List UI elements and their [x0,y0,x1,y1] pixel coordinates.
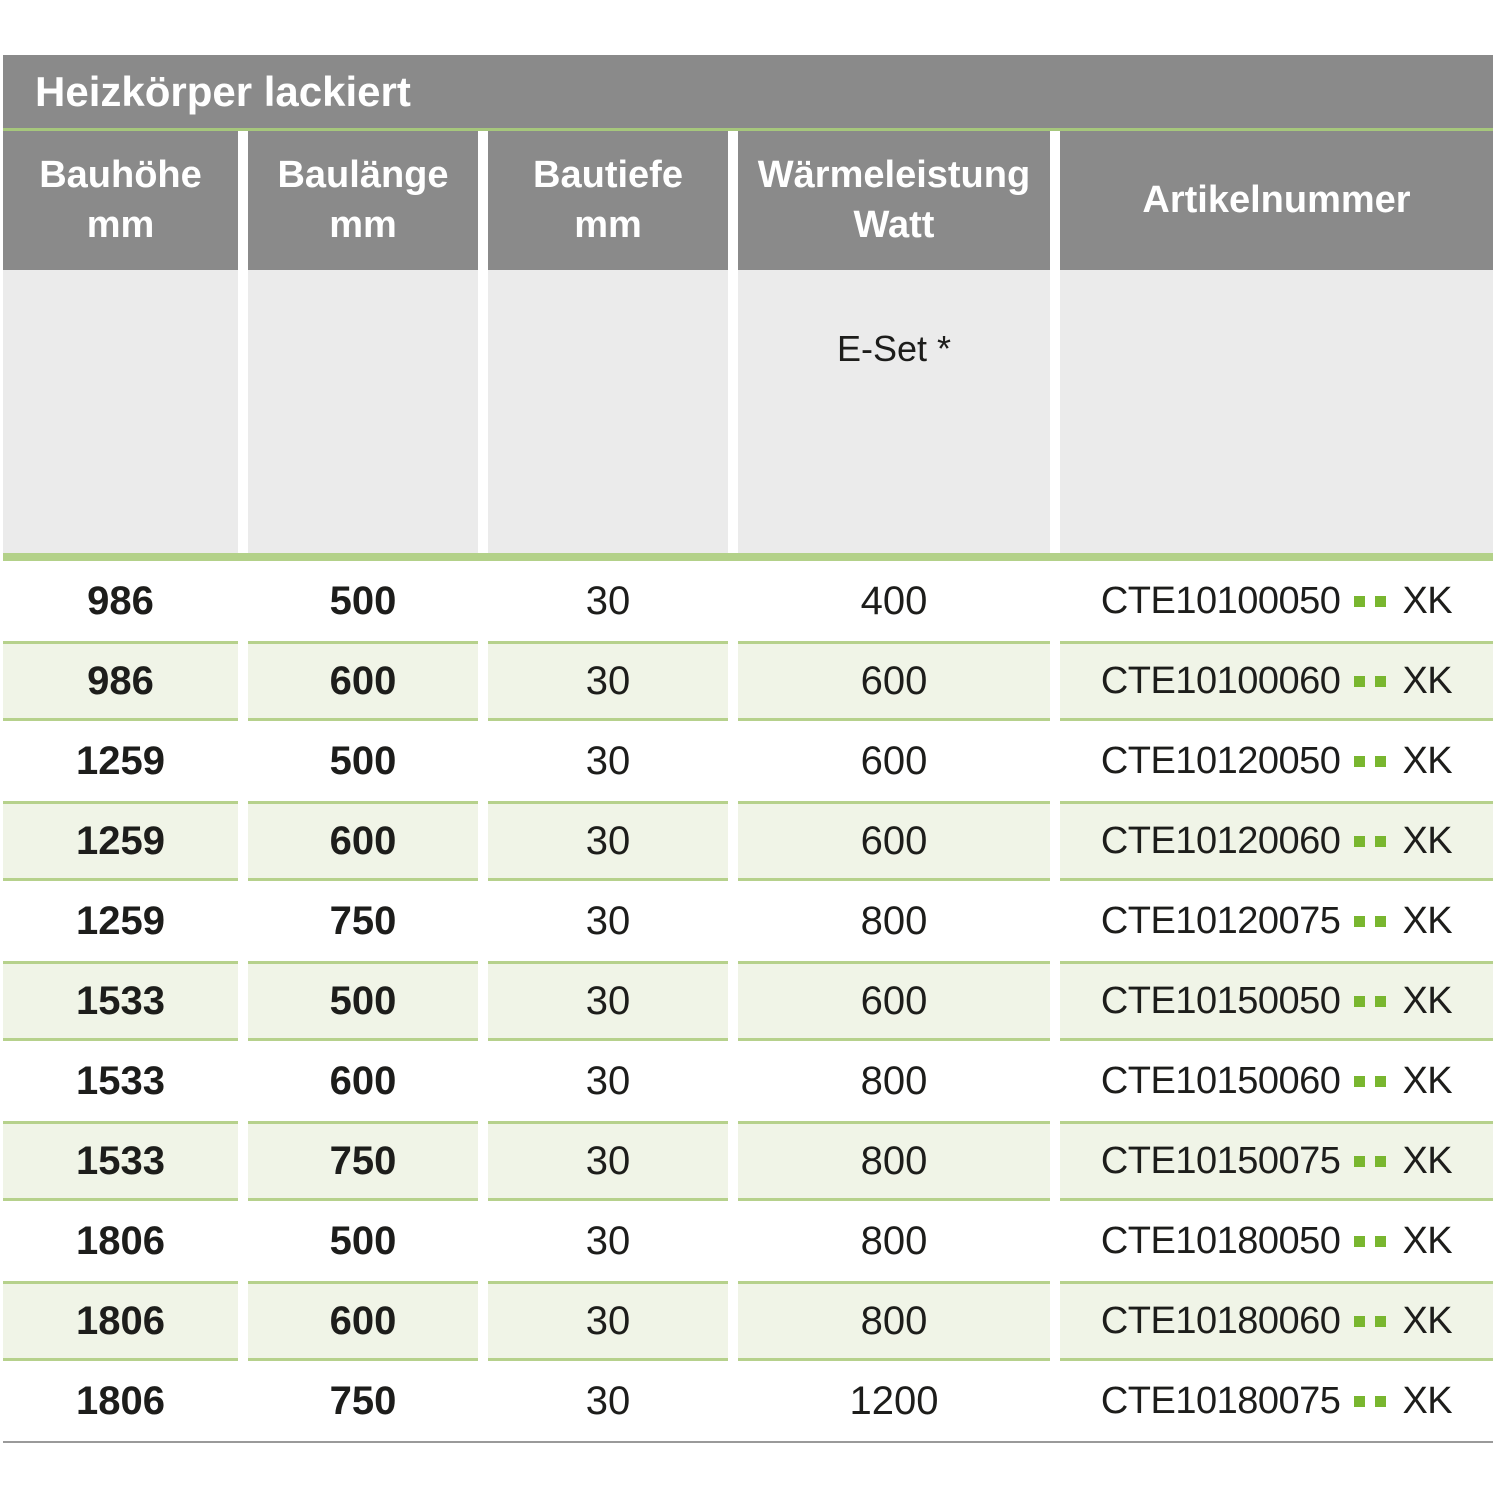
artikelnummer-cell [1060,881,1493,961]
bauhoehe-value: 1533 [76,978,165,1023]
bautiefe-cell [488,961,728,1041]
artikelnummer-cell [1060,721,1493,801]
color-code-placeholder-dots [1354,836,1386,847]
watt-value: 800 [860,1218,928,1263]
table-row [3,881,1493,961]
table-row [3,641,1493,721]
table-title: Heizkörper lackiert [35,67,411,115]
baulaenge-cell [248,961,478,1041]
bautiefe-cell [488,1201,728,1281]
bauhoehe-cell [3,801,238,881]
table-bottom-line [3,1441,1493,1443]
bautiefe-cell [488,1121,728,1201]
table-body [3,561,1493,1441]
bauhoehe-cell [3,1041,238,1121]
table-row [3,1201,1493,1281]
bauhoehe-value: 1806 [76,1378,165,1423]
bauhoehe-value: 986 [87,658,154,703]
table-row [3,1041,1493,1121]
green-dot-icon [1375,1236,1386,1247]
color-code-placeholder-dots [1354,996,1386,1007]
color-code-placeholder-dots [1354,676,1386,687]
subheader-divider-bar [3,553,1493,561]
table-title-bar [3,55,1493,128]
subheader-artikelnummer [1060,270,1493,553]
green-dot-icon [1354,1076,1365,1087]
bautiefe-value: 30 [585,978,631,1023]
baulaenge-cell [248,801,478,881]
artikelnummer-cell [1060,1361,1493,1441]
green-dot-icon [1354,1316,1365,1327]
baulaenge-value: 750 [329,1378,397,1423]
baulaenge-cell [248,881,478,961]
watt-value: 800 [860,898,928,943]
bautiefe-value: 30 [585,1058,631,1103]
subheader-baulaenge [248,270,478,553]
bauhoehe-value: 986 [87,578,154,623]
artikelnummer-suffix: XK [1402,739,1453,782]
color-code-placeholder-dots [1354,1156,1386,1167]
color-code-placeholder-dots [1354,1316,1386,1327]
baulaenge-cell [248,561,478,641]
bautiefe-value: 30 [585,658,631,703]
green-dot-icon [1375,676,1386,687]
baulaenge-value: 500 [329,978,397,1023]
baulaenge-value: 500 [329,578,397,623]
bautiefe-cell [488,721,728,801]
bauhoehe-value: 1259 [76,818,165,863]
artikelnummer-prefix: CTE10180060 [1100,1299,1341,1342]
artikelnummer-prefix: CTE10100050 [1100,579,1341,622]
watt-value: 400 [860,578,928,623]
artikelnummer-prefix: CTE10180075 [1100,1379,1341,1422]
bautiefe-value: 30 [585,1378,631,1423]
bautiefe-cell [488,641,728,721]
table-row [3,1121,1493,1201]
green-dot-icon [1375,596,1386,607]
header-waermeleistung [738,131,1050,270]
artikelnummer-prefix: CTE10180050 [1100,1219,1341,1262]
watt-cell [738,801,1050,881]
bauhoehe-cell [3,1121,238,1201]
artikelnummer-prefix: CTE10150075 [1100,1139,1341,1182]
bautiefe-value: 30 [585,1298,631,1343]
watt-value: 600 [860,738,928,783]
bauhoehe-value: 1533 [76,1058,165,1103]
watt-value: 600 [860,658,928,703]
bautiefe-value: 30 [585,818,631,863]
bautiefe-cell [488,1041,728,1121]
green-dot-icon [1375,836,1386,847]
subheader-waermeleistung [738,270,1050,553]
bauhoehe-cell [3,961,238,1041]
header-row [3,131,1493,270]
bautiefe-value: 30 [585,1138,631,1183]
header-artikelnummer-label: Artikelnummer [1142,178,1411,221]
header-bauhoehe-label: Bauhöhe [39,154,202,197]
bauhoehe-cell [3,881,238,961]
baulaenge-value: 750 [329,898,397,943]
header-baulaenge-label: Baulänge [277,154,449,197]
subheader-row [3,270,1493,553]
subheader-bautiefe [488,270,728,553]
color-code-placeholder-dots [1354,1396,1386,1407]
bautiefe-cell [488,1361,728,1441]
e-set-label: E-Set * [836,328,952,369]
artikelnummer-suffix: XK [1402,1379,1453,1422]
watt-cell [738,881,1050,961]
baulaenge-value: 600 [329,1298,397,1343]
color-code-placeholder-dots [1354,1076,1386,1087]
bauhoehe-value: 1533 [76,1138,165,1183]
green-dot-icon [1354,836,1365,847]
artikelnummer-cell [1060,1201,1493,1281]
header-bautiefe [488,131,728,270]
bautiefe-cell [488,801,728,881]
table-row [3,801,1493,881]
watt-cell [738,1281,1050,1361]
artikelnummer-suffix: XK [1402,899,1453,942]
bauhoehe-cell [3,1281,238,1361]
bautiefe-cell [488,881,728,961]
artikelnummer-prefix: CTE10120050 [1100,739,1341,782]
watt-value: 600 [860,818,928,863]
green-dot-icon [1375,1396,1386,1407]
artikelnummer-suffix: XK [1402,579,1453,622]
baulaenge-cell [248,721,478,801]
artikelnummer-suffix: XK [1402,1059,1453,1102]
watt-cell [738,1201,1050,1281]
bauhoehe-value: 1806 [76,1218,165,1263]
artikelnummer-suffix: XK [1402,819,1453,862]
green-dot-icon [1375,756,1386,767]
bautiefe-cell [488,1281,728,1361]
baulaenge-value: 600 [329,818,397,863]
artikelnummer-cell [1060,1121,1493,1201]
baulaenge-value: 750 [329,1138,397,1183]
table-row [3,1281,1493,1361]
artikelnummer-suffix: XK [1402,1219,1453,1262]
color-code-placeholder-dots [1354,916,1386,927]
baulaenge-cell [248,1121,478,1201]
artikelnummer-cell [1060,1281,1493,1361]
header-waermeleistung-label: Wärmeleistung [757,154,1031,197]
artikelnummer-cell [1060,1041,1493,1121]
artikelnummer-suffix: XK [1402,979,1453,1022]
watt-cell [738,561,1050,641]
bauhoehe-cell [3,561,238,641]
header-bautiefe-unit: mm [574,203,642,246]
header-bauhoehe [3,131,238,270]
bauhoehe-cell [3,1201,238,1281]
bauhoehe-cell [3,1361,238,1441]
subheader-bauhoehe [3,270,238,553]
watt-cell [738,1361,1050,1441]
watt-value: 800 [860,1298,928,1343]
green-dot-icon [1354,1396,1365,1407]
watt-cell [738,1041,1050,1121]
table-row [3,561,1493,641]
artikelnummer-cell [1060,561,1493,641]
bautiefe-value: 30 [585,578,631,623]
product-table [3,55,1493,1443]
green-dot-icon [1354,596,1365,607]
artikelnummer-prefix: CTE10100060 [1100,659,1341,702]
bautiefe-cell [488,561,728,641]
color-code-placeholder-dots [1354,756,1386,767]
table-row [3,721,1493,801]
baulaenge-value: 500 [329,1218,397,1263]
artikelnummer-cell [1060,641,1493,721]
baulaenge-cell [248,1041,478,1121]
watt-value: 800 [860,1138,928,1183]
watt-cell [738,961,1050,1041]
watt-cell [738,721,1050,801]
table-row [3,961,1493,1041]
color-code-placeholder-dots [1354,596,1386,607]
watt-cell [738,1121,1050,1201]
artikelnummer-cell [1060,801,1493,881]
artikelnummer-prefix: CTE10120075 [1100,899,1341,942]
green-dot-icon [1375,1076,1386,1087]
green-dot-icon [1375,996,1386,1007]
header-bautiefe-label: Bautiefe [533,154,683,197]
artikelnummer-suffix: XK [1402,659,1453,702]
green-dot-icon [1354,1156,1365,1167]
green-dot-icon [1354,996,1365,1007]
green-dot-icon [1354,676,1365,687]
artikelnummer-suffix: XK [1402,1299,1453,1342]
green-dot-icon [1375,1316,1386,1327]
header-baulaenge-unit: mm [329,203,397,246]
green-dot-icon [1354,1236,1365,1247]
watt-cell [738,641,1050,721]
artikelnummer-cell [1060,961,1493,1041]
bauhoehe-value: 1259 [76,738,165,783]
bautiefe-value: 30 [585,898,631,943]
baulaenge-cell [248,1201,478,1281]
color-code-placeholder-dots [1354,1236,1386,1247]
green-dot-icon [1354,756,1365,767]
watt-value: 600 [860,978,928,1023]
bauhoehe-value: 1806 [76,1298,165,1343]
bautiefe-value: 30 [585,1218,631,1263]
baulaenge-cell [248,1361,478,1441]
green-dot-icon [1354,916,1365,927]
watt-value: 800 [860,1058,928,1103]
artikelnummer-prefix: CTE10120060 [1100,819,1341,862]
green-dot-icon [1375,1156,1386,1167]
baulaenge-value: 600 [329,1058,397,1103]
table-row [3,1361,1493,1441]
bauhoehe-cell [3,721,238,801]
header-waermeleistung-unit: Watt [853,203,935,246]
bauhoehe-value: 1259 [76,898,165,943]
baulaenge-cell [248,641,478,721]
header-artikelnummer [1060,131,1493,270]
artikelnummer-prefix: CTE10150060 [1100,1059,1341,1102]
header-bauhoehe-unit: mm [86,203,155,246]
baulaenge-value: 500 [329,738,397,783]
artikelnummer-prefix: CTE10150050 [1100,979,1341,1022]
green-dot-icon [1375,916,1386,927]
baulaenge-value: 600 [329,658,397,703]
artikelnummer-suffix: XK [1402,1139,1453,1182]
header-baulaenge [248,131,478,270]
bauhoehe-cell [3,641,238,721]
bautiefe-value: 30 [585,738,631,783]
baulaenge-cell [248,1281,478,1361]
watt-value: 1200 [849,1378,939,1423]
